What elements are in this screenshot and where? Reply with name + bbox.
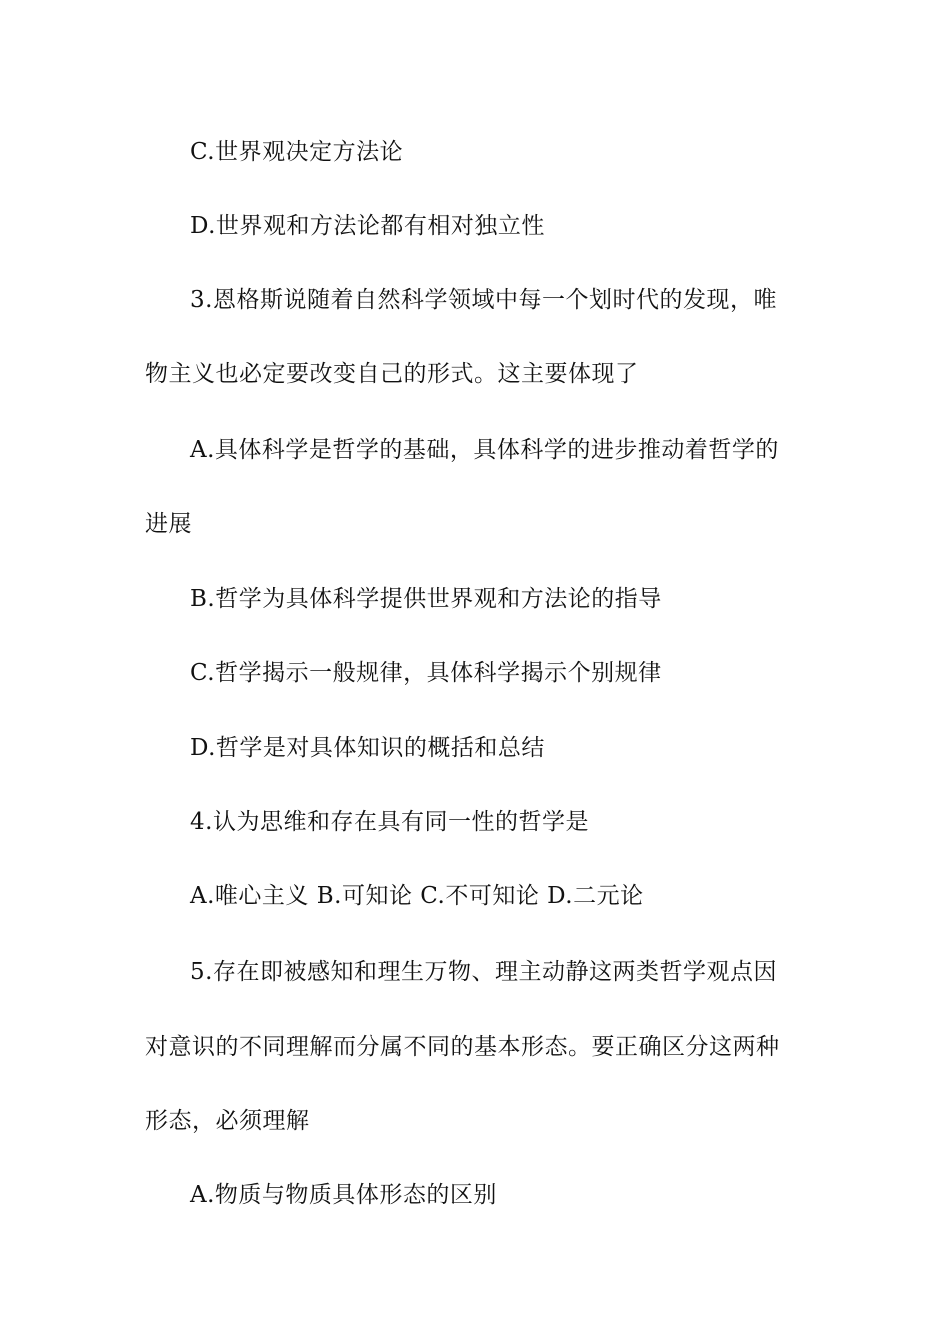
option-d-q2: D.世界观和方法论都有相对独立性 xyxy=(190,213,545,239)
option-a-q5: A.物质与物质具体形态的区别 xyxy=(190,1182,497,1208)
question-5-line-3: 形态，必须理解 xyxy=(145,1108,310,1134)
question-3-line-2: 物主义也必定要改变自己的形式。这主要体现了 xyxy=(145,361,639,387)
option-c-q3: C.哲学揭示一般规律，具体科学揭示个别规律 xyxy=(190,660,662,686)
question-5-line-1: 5.存在即被感知和理生万物、理主动静这两类哲学观点因 xyxy=(190,959,777,985)
question-4: 4.认为思维和存在具有同一性的哲学是 xyxy=(190,809,589,835)
question-3-line-1: 3.恩格斯说随着自然科学领域中每一个划时代的发现，唯 xyxy=(190,287,777,313)
option-a-q3-line-2: 进展 xyxy=(145,511,192,537)
options-q4: A.唯心主义 B.可知论 C.不可知论 D.二元论 xyxy=(190,883,644,909)
option-c-q2: C.世界观决定方法论 xyxy=(190,139,404,165)
option-b-q3: B.哲学为具体科学提供世界观和方法论的指导 xyxy=(190,586,662,612)
question-5-line-2: 对意识的不同理解而分属不同的基本形态。要正确区分这两种 xyxy=(145,1034,780,1060)
option-a-q3-line-1: A.具体科学是哲学的基础，具体科学的进步推动着哲学的 xyxy=(190,437,779,463)
option-d-q3: D.哲学是对具体知识的概括和总结 xyxy=(190,735,545,761)
